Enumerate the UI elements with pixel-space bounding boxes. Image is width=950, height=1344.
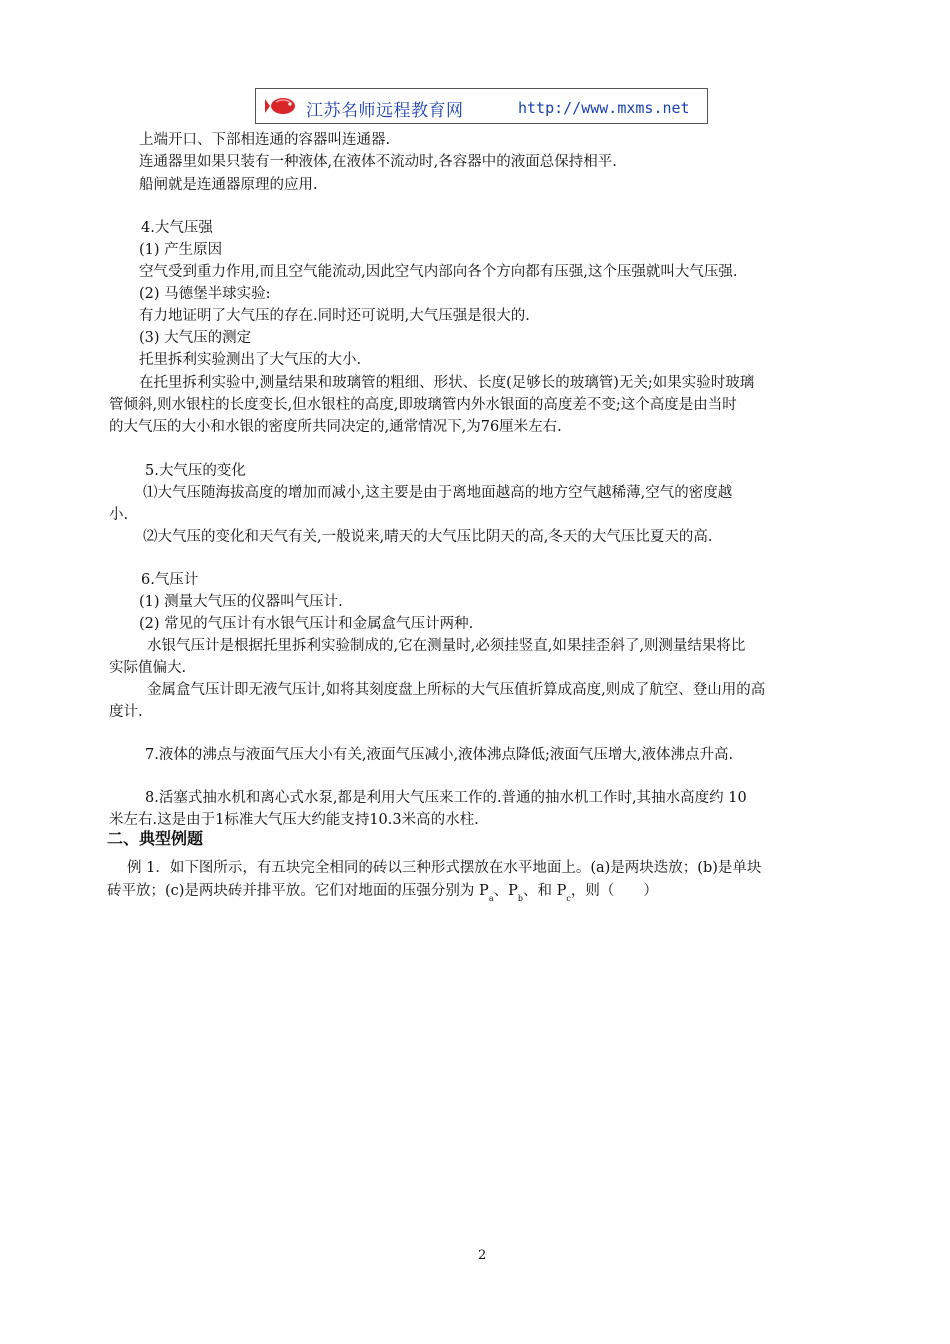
site-banner <box>255 88 708 124</box>
body-line: 米左右.这是由于1标准大气压大约能支持10.3米高的水柱. <box>109 812 479 828</box>
body-line: 4.大气压强 <box>141 220 213 236</box>
body-line: 托里拆利实验测出了大气压的大小. <box>139 352 362 368</box>
body-line: (1) 产生原因 <box>139 242 223 258</box>
body-line: 的大气压的大小和水银的密度所共同决定的,通常情况下,为76厘米左右. <box>109 419 562 435</box>
body-line: 上端开口、下部相连通的容器叫连通器. <box>139 132 391 148</box>
section-title: 二、典型例题 <box>107 829 204 848</box>
body-line: 7.液体的沸点与液面气压大小有关,液面气压减小,液体沸点降低;液面气压增大,液体沸点升高. <box>145 747 734 763</box>
body-line: 6.气压计 <box>141 572 199 588</box>
example-line-2: 砖平放；(c)是两块砖并排平放。它们对地面的压强分别为 $P_a$、$P_b$、和 $P_c$，则（ ） <box>107 883 658 903</box>
body-line: 度计. <box>109 704 143 720</box>
body-line: 实际值偏大. <box>109 660 187 676</box>
body-line: 船闸就是连通器原理的应用. <box>139 177 318 193</box>
body-line: 5.大气压的变化 <box>145 463 246 479</box>
body-line: 有力地证明了大气压的存在.同时还可说明,大气压强是很大的. <box>139 308 530 324</box>
body-line: 金属盒气压计即无液气压计,如将其刻度盘上所标的大气压值折算成高度,则成了航空、登山用的高 <box>147 682 766 698</box>
body-line: 小. <box>109 507 129 523</box>
body-line: 8.活塞式抽水机和离心式水泵,都是利用大气压来工作的.普通的抽水机工作时,其抽水高度约 10 <box>145 790 747 806</box>
body-line: (2) 常见的气压计有水银气压计和金属盒气压计两种. <box>139 616 474 632</box>
body-line: (2) 马德堡半球实验: <box>139 286 271 302</box>
body-line: (3) 大气压的测定 <box>139 330 252 346</box>
body-line: ⑵大气压的变化和天气有关,一般说来,晴天的大气压比阴天的高,冬天的大气压比夏天的高. <box>143 529 713 545</box>
example-line-1: 例 1．如下图所示，有五块完全相同的砖以三种形式摆放在水平地面上。(a)是两块迭放；(b)是单块 <box>127 860 762 876</box>
body-line: 管倾斜,则水银柱的长度变长,但水银柱的高度,即玻璃管内外水银面的高度差不变;这个高度是由当时 <box>109 397 737 413</box>
site-name: 江苏名师远程教育网 <box>306 101 464 121</box>
body-line: 在托里拆利实验中,测量结果和玻璃管的粗细、形状、长度(足够长的玻璃管)无关;如果实验时玻璃 <box>139 375 755 391</box>
site-url[interactable]: http://www.mxms.net <box>518 99 690 117</box>
body-line: (1) 测量大气压的仪器叫气压计. <box>139 594 343 610</box>
page-number: 2 <box>478 1248 487 1263</box>
body-line: ⑴大气压随海拔高度的增加而减小,这主要是由于离地面越高的地方空气越稀薄,空气的密度越 <box>143 485 733 501</box>
body-line: 连通器里如果只装有一种液体,在液体不流动时,各容器中的液面总保持相平. <box>139 154 617 170</box>
body-line: 水银气压计是根据托里拆利实验制成的,它在测量时,必须挂竖直,如果挂歪斜了,则测量结果将比 <box>147 638 746 654</box>
body-line: 空气受到重力作用,而且空气能流动,因此空气内部向各个方向都有压强,这个压强就叫大气压强. <box>139 264 738 280</box>
fish-logo-icon <box>264 93 300 119</box>
